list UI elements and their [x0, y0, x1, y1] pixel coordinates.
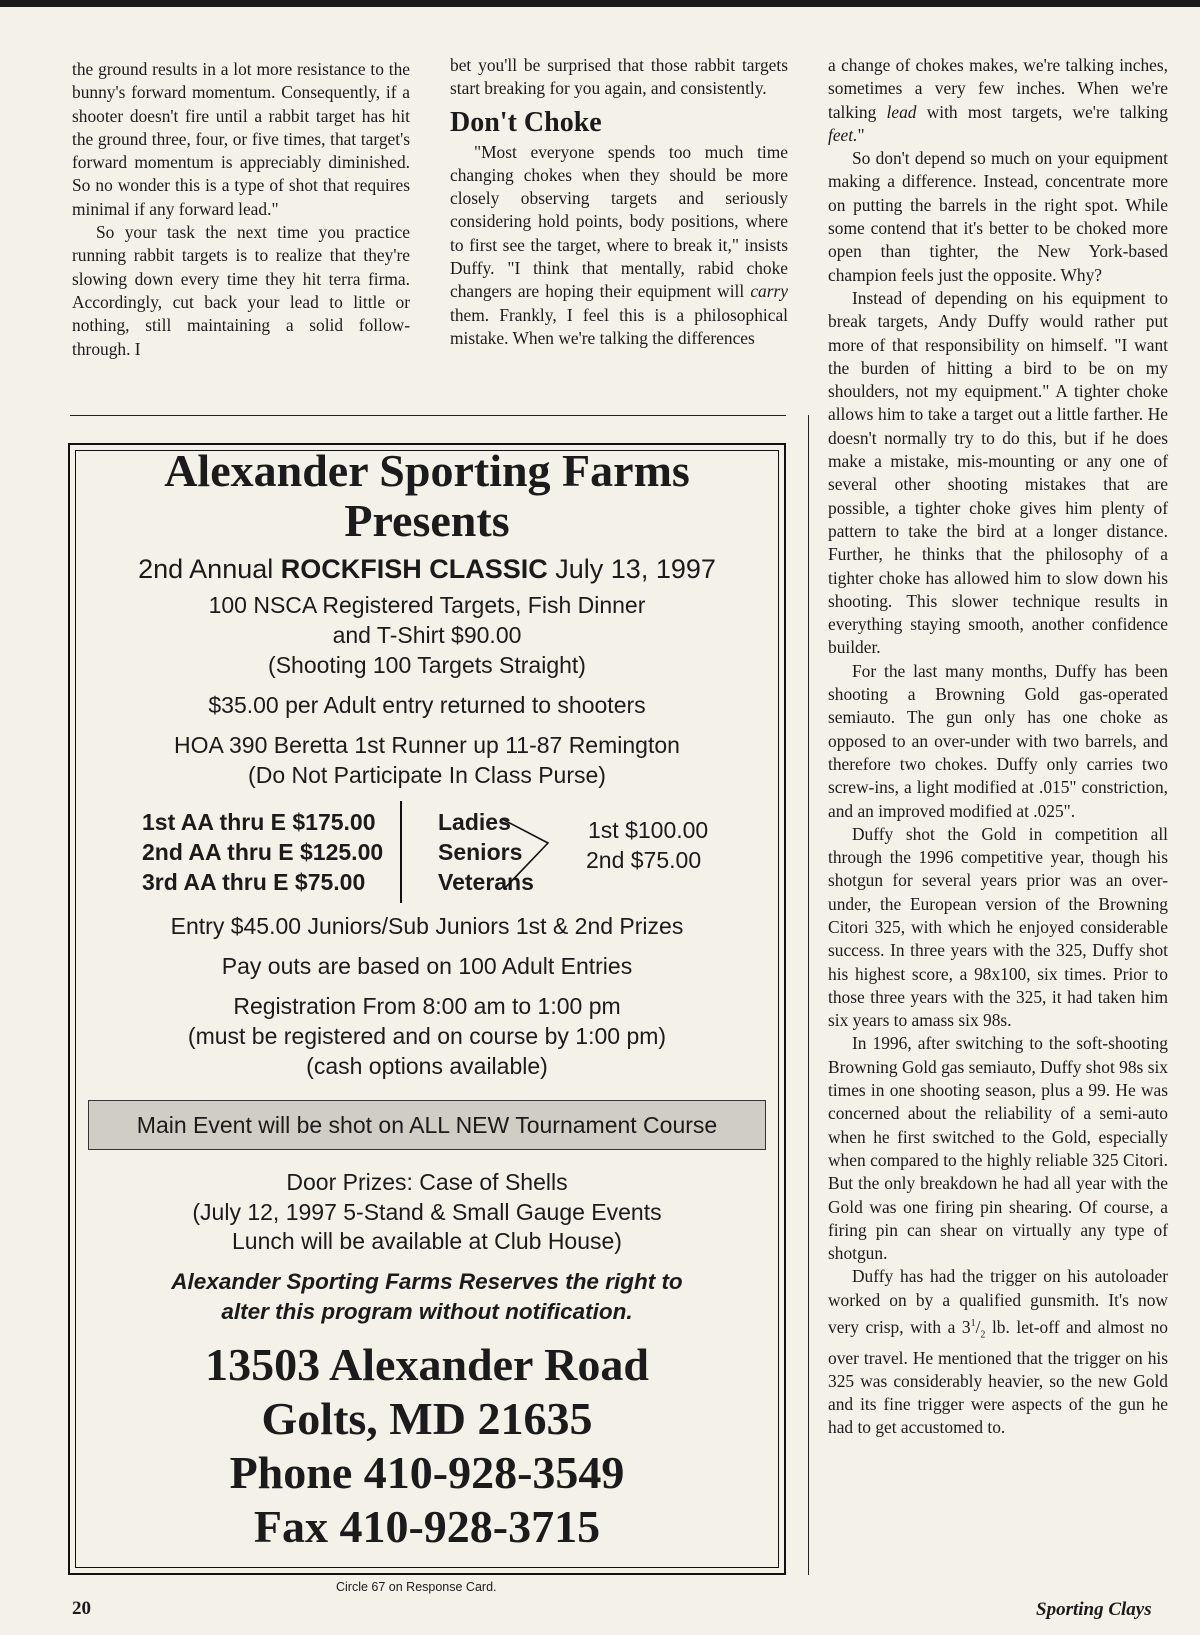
paragraph: Duffy has had the trigger on his autoloader worked on by a qualified gunsmith. It's now very crisp, with a $3^1/_2$ lb. let-off and almost no over travel. He mentioned that the trigger on his 325 was considerably heavier, so the new Gold and its fine trigger were aspects of the gun he had to get accustomed to.	[828, 1266, 1169, 1438]
paragraph: So don't depend so much on your equipment making a difference. Instead, concentrate more on putting the barrels in the right spot. While some contend that it's better to be choked more open than tighter, the New York-based champion feels just the opposite. Why?	[828, 148, 1168, 285]
ad-disclaimer: Alexander Sporting Farms Reserves the right to	[171, 1269, 683, 1294]
ad-event-line: 2nd Annual ROCKFISH CLASSIC July 13, 1997	[138, 554, 716, 584]
ad-phone: Phone 410-928-3549	[229, 1447, 625, 1498]
ad-fax: Fax 410-928-3715	[253, 1501, 601, 1552]
ad-title: Alexander Sporting Farms	[164, 445, 690, 496]
main-event-banner: Main Event will be shot on ALL NEW Tournament Course	[88, 1100, 766, 1150]
ad-city: Golts, MD 21635	[261, 1393, 593, 1444]
paragraph: Instead of depending on his equipment to break targets, Andy Duffy would rather put more of that responsibility on himself. "I want the burden of hitting a bird to be on my shoulders, not my equipment." A tighter choke allows him to take a target out a little farther. He doesn't normally try to do this, but if he does make a mistake, mis-mounting or any one of several other shooting mistakes that are possible, a tighter choke gives him plenty of pattern to take the bird at a longer distance. Further, he thinks that the philosophy of a tighter choke has allowed him to slow down his shooting. This slower technique results in everything staying smooth, another confidence builder.	[828, 287, 1168, 658]
prize-divider	[400, 801, 402, 903]
article-column-1	[72, 58, 410, 361]
ad-line: (July 12, 1997 5-Stand & Small Gauge Events	[192, 1199, 662, 1225]
ad-line: HOA 390 Beretta 1st Runner up 11-87 Remington	[174, 732, 680, 758]
special-prize: 2nd $75.00	[586, 847, 702, 873]
class-prize: 1st AA thru E $175.00	[142, 809, 376, 835]
class-prize: 3rd AA thru E $75.00	[142, 869, 366, 895]
article-column-3	[828, 54, 1168, 1440]
ad-subtitle: Presents	[344, 495, 510, 546]
ad-line: Door Prizes: Case of Shells	[286, 1169, 568, 1195]
magazine-name: Sporting Clays	[1036, 1599, 1152, 1620]
vertical-divider	[808, 415, 809, 1575]
paragraph: bet you'll be surprised that those rabbit targets start breaking for you again, and consistently.	[450, 55, 788, 99]
special-group: Ladies	[438, 809, 511, 835]
horizontal-divider	[70, 415, 786, 416]
ad-line: (Shooting 100 Targets Straight)	[268, 652, 586, 678]
paragraph: a change of chokes makes, we're talking inches, sometimes a very few inches. When we're talking lead with most targets, we're talking feet."	[828, 55, 1168, 145]
response-card-caption: Circle 67 on Response Card.	[336, 1580, 497, 1594]
paragraph: In 1996, after switching to the soft-shooting Browning Gold gas semiauto, Duffy shot 98s six times in one shooting season, plus a 99. He was concerned about the reliability of a semi-auto when he first switched to the Gold, especially when compared to the highly reliable 325 Citori. But the only breakdown he had all year with the Gold was one firing pin shearing. Of course, a firing pin can shear on virtually any type of shotgun.	[828, 1033, 1168, 1264]
ad-line: (cash options available)	[306, 1053, 548, 1079]
special-prize: 1st $100.00	[588, 817, 709, 843]
class-prize: 2nd AA thru E $125.00	[142, 839, 384, 865]
paragraph: the ground results in a lot more resistance to the bunny's forward momentum. Consequently, if a shooter doesn't fire until a rabbit target has hit the ground three, four, or five times, that target's forward momentum is appreciably diminished. So no wonder this is a type of shot that requires minimal if any forward lead."	[72, 59, 410, 219]
paragraph: Duffy shot the Gold in competition all through the 1996 competitive year, though his shotgun for several years prior was an over-under, the European version of the Browning Citori 325, with which he enjoyed considerable success. In three years with the 325, Duffy shot his highest score, a 98x100, six times. Prior to those three years with the 325, it had taken him six years to amass six 98s.	[828, 823, 1168, 1031]
article-column-2	[450, 54, 788, 350]
ad-line: (must be registered and on course by 1:00 pm)	[187, 1023, 667, 1049]
page-number: 20	[72, 1598, 91, 1619]
paragraph: "Most everyone spends too much time changing chokes when they should be more closely observing targets and seriously considering hold points, body positions, where to first see the target, where to break it," insists Duffy. "I think that mentally, rabid choke changers are hoping their equipment will carry them. Frankly, I feel this is a philosophical mistake. When we're talking the differences	[450, 141, 788, 348]
ad-line: $35.00 per Adult entry returned to shooters	[208, 692, 646, 718]
special-group: Veterans	[438, 869, 534, 895]
special-group: Seniors	[438, 839, 523, 865]
ad-line: Pay outs are based on 100 Adult Entries	[221, 953, 633, 979]
top-edge-bar	[0, 0, 1200, 7]
ad-line: Registration From 8:00 am to 1:00 pm	[233, 993, 621, 1019]
ad-disclaimer: alter this program without notification.	[221, 1299, 633, 1324]
bracket-arrow-icon	[502, 811, 582, 891]
paragraph: For the last many months, Duffy has been shooting a Browning Gold gas-operated semiauto. The gun only has one choke as opposed to an over-under with two barrels, and therefore two chokes. Duffy only carries two screw-ins, a light modified at .015" constriction, and an improved modified at .025".	[828, 660, 1168, 821]
paragraph: So your task the next time you practice running rabbit targets is to realize that they're slowing down every time they hit terra firma. Accordingly, cut back your lead to little or nothing, still maintaining a solid follow-through. I	[72, 222, 410, 359]
advertisement-box	[68, 443, 786, 1575]
ad-address: 13503 Alexander Road	[205, 1339, 649, 1390]
ad-line: Lunch will be available at Club House)	[232, 1228, 622, 1254]
ad-line: and T-Shirt $90.00	[332, 622, 522, 648]
ad-line: (Do Not Participate In Class Purse)	[248, 762, 606, 788]
ad-line: 100 NSCA Registered Targets, Fish Dinner	[208, 592, 646, 618]
subheading: Don't Choke	[450, 106, 602, 138]
ad-line: Entry $45.00 Juniors/Sub Juniors 1st & 2nd Prizes	[170, 913, 684, 939]
